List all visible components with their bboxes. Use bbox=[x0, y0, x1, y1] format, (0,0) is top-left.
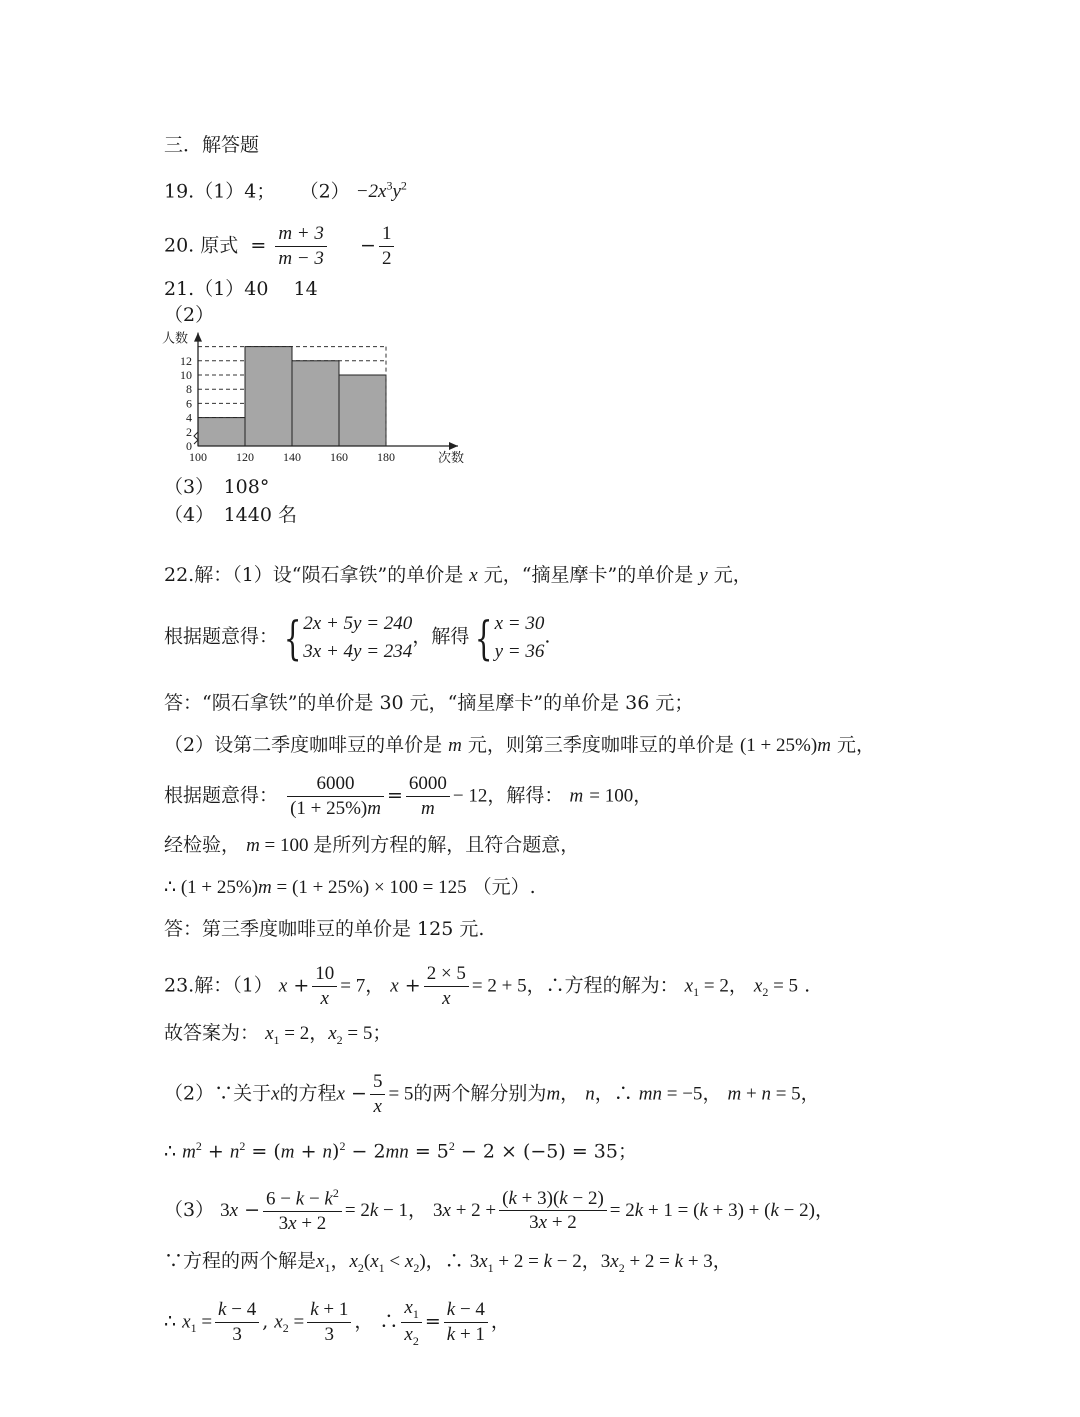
y-axis-label: 人数 bbox=[162, 331, 189, 347]
x-tick-label: 120 bbox=[236, 450, 254, 464]
x-axis-label: 次数 bbox=[438, 451, 465, 466]
answer-22-2-check: 经检验， m = 100 是所列方程的解，且符合题意， bbox=[164, 834, 580, 856]
answer-23-2: （2）∵关于x的方程x − $\frac{5}{x}$ = 5的两个解分别为m， n，∴ mn = −5， m + n = 5， bbox=[164, 1071, 820, 1117]
x-tick-label: 160 bbox=[330, 450, 348, 464]
answer-23-1: 23.解：（1） x + $\frac{10}{x}$ = 7， x + $\frac{2 \times 5}{x}$ = 2 + 5，∴方程的解为： $x_1 = 2$， $x_2 = 5$ . bbox=[164, 963, 811, 1009]
answer-22-2-calc: ∴ (1 + 25%)m = (1 + 25%) × 100 = 125 （元）. bbox=[164, 876, 536, 898]
answer-19: 19.（1）4； $(2) -2x^3y^2$ bbox=[164, 179, 407, 203]
y-tick-label: 2 bbox=[186, 424, 192, 439]
histogram-bar bbox=[198, 418, 245, 446]
y-tick-label: 8 bbox=[186, 382, 192, 397]
y-tick-label: 4 bbox=[186, 410, 192, 425]
y-tick-label: 0 bbox=[186, 439, 192, 453]
section-title: 三．解答题 bbox=[164, 134, 260, 156]
y-axis-arrow bbox=[194, 333, 202, 342]
histogram-bar bbox=[292, 361, 339, 446]
answer-21-1: 21.（1）40 14 bbox=[164, 278, 318, 300]
y-tick-label: 12 bbox=[180, 353, 192, 368]
histogram-bar bbox=[339, 375, 386, 446]
x-axis-arrow bbox=[449, 442, 458, 450]
answer-22-system: 根据题意得： {2x + 5y = 240 3x + 4y = 234，解得 {x = 30 y = 36. bbox=[164, 610, 551, 665]
answer-23-1-result: 故答案为： $x_1 = 2$，$x_2 = 5$； bbox=[164, 1022, 392, 1047]
histogram-bar bbox=[245, 347, 292, 446]
x-tick-label: 140 bbox=[283, 450, 301, 464]
x-tick-label: 180 bbox=[377, 450, 395, 464]
answer-22-1-result: 答：“陨石拿铁”的单价是 30 元，“摘星摩卡”的单价是 36 元； bbox=[164, 692, 694, 714]
answer-21-4: （4） 1440 名 bbox=[164, 504, 297, 526]
answer-22-2-intro: （2）设第二季度咖啡豆的单价是 m 元，则第三季度咖啡豆的单价是 (1 + 25%)m 元， bbox=[164, 734, 875, 756]
answer-23-3-roots: ∵方程的两个解是$x_1$，$x_2(x_1 < x_2)$，∴ $3x_1 + 2 = k - 2$，$3x_2 + 2 = k + 3$， bbox=[164, 1250, 732, 1275]
answer-23-3: （3） 3x − $\frac{6 - k - k^2}{3x + 2}$ = 2k − 1， 3x + 2 + $\frac{(k + 3)(k - 2)}{3x + 2}$ = 2k + 1 = (k + 3) + (k − 2)， bbox=[164, 1186, 834, 1235]
y-tick-label: 10 bbox=[180, 368, 192, 382]
answer-20: 20. 原式 = $\frac{m + 3}{m - 3}$ − $\frac{1}{2}$ bbox=[164, 222, 397, 271]
answer-21-2: （2） bbox=[164, 304, 215, 326]
answer-22-2-result: 答：第三季度咖啡豆的单价是 125 元. bbox=[164, 918, 485, 940]
answer-23-3-ratio: ∴ $x_1$ = $\frac{k - 4}{3}$ , $x_2$ = $\frac{k + 1}{3}$ ， ∴ $\frac{x_1}{x_2}$ = $\frac{k - 4}{k + 1}$ ， bbox=[164, 1297, 510, 1348]
answer-23-2-calc: ∴ $m^2 + n^2 = (m + n)^2 - 2mn = 5^2 - 2 \times (-5) = 35$； bbox=[164, 1139, 637, 1163]
x-tick-label: 100 bbox=[189, 450, 207, 464]
y-tick-label: 6 bbox=[186, 396, 192, 411]
histogram-chart bbox=[158, 328, 465, 468]
answer-22-2-equation: 根据题意得： $\frac{6000}{(1 + 25\%)m}$ = $\frac{6000}{m}$ − 12，解得： m = 100， bbox=[164, 773, 653, 819]
answer-22-intro: 22.解：（1）设“陨石拿铁”的单价是 x 元，“摘星摩卡”的单价是 y 元， bbox=[164, 564, 752, 586]
answer-21-3: （3） 108° bbox=[164, 476, 270, 498]
